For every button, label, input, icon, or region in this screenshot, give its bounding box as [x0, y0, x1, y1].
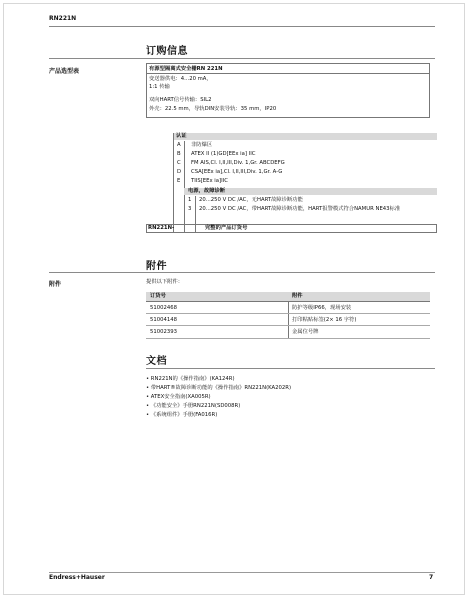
doc-item: • 带HART®故障诊断功能的《操作指南》RN221N(KA202R)	[146, 385, 292, 391]
accessories-table-header	[146, 292, 430, 302]
accessories-col-divider	[288, 302, 289, 338]
cert-text: TIIS[EEx ia]IIC	[191, 178, 228, 184]
cert-text: CSA[EEx ia],Cl. I,II,III,Div. 1,Gr. A-G	[191, 169, 283, 175]
cert-code: D	[177, 169, 182, 175]
power-code: 1	[188, 197, 192, 203]
cert-code: C	[177, 160, 181, 166]
product-code-prefix: RN221N-	[148, 225, 175, 231]
desc-line-2: 1:1 传输	[149, 84, 170, 90]
desc-line-3: 双向HART信号传输：SIL2	[149, 97, 212, 103]
matrix-vline-2	[184, 141, 185, 224]
accessories-col-item: 附件	[292, 293, 303, 299]
product-desc-title: 有源型隔离式安全栅RN 221N	[149, 66, 223, 72]
power-title: 电源，故障诊断	[188, 188, 226, 194]
power-text: 20...250 V DC /AC，无HART故障诊断功能	[199, 197, 303, 203]
table-cell: 51002393	[150, 329, 177, 335]
page-number: 7	[429, 574, 434, 581]
cert-code: A	[177, 142, 181, 148]
cert-code: B	[177, 151, 181, 157]
cert-code: E	[177, 178, 181, 184]
footer-rule	[49, 572, 435, 573]
section-title-documentation: 文档	[146, 356, 167, 367]
accessories-left-label: 附件	[49, 281, 62, 288]
code-row-sep-3	[195, 224, 196, 233]
doc-item: • RN221N的《操作指南》(KA124R)	[146, 376, 235, 382]
cert-text: 非防爆区	[191, 142, 213, 148]
power-code: 3	[188, 206, 192, 212]
product-code-row	[146, 224, 437, 233]
table-cell: 打印粘贴标签(2× 16 字符)	[292, 317, 357, 323]
power-text: 20...250 V DC /AC，带HART故障诊断功能，HART报警模式符合NAMUR NE43标准	[199, 206, 401, 212]
cert-header-bar	[173, 133, 437, 140]
accessories-col-order: 订货号	[150, 293, 166, 299]
header-model: RN221N	[49, 15, 77, 22]
desc-line-4: 外壳：22.5 mm，导轨DIN安装导轨：35 mm，IP20	[149, 106, 277, 112]
doc-item: • ATEX安全指南(XA005R)	[146, 394, 211, 400]
table-cell: 51004148	[150, 317, 177, 323]
order-rule	[49, 58, 435, 59]
section-title-accessories: 附件	[146, 261, 167, 272]
header-rule	[49, 26, 435, 27]
table-row-divider	[146, 325, 430, 326]
table-bottom-rule	[146, 338, 430, 339]
matrix-vline-3	[195, 196, 196, 224]
doc-item: • 《功能安全》手册RN221N(SD008R)	[146, 403, 241, 409]
desc-divider	[146, 73, 430, 74]
doc-item: • 《系统组件》手册(FA016R)	[146, 412, 218, 418]
table-cell: 51002468	[150, 305, 177, 311]
table-cell: 金属位号牌	[292, 329, 319, 335]
documentation-rule	[146, 368, 435, 369]
section-title-order: 订购信息	[146, 46, 188, 57]
matrix-vline-1	[173, 133, 174, 224]
product-code-label: 完整的产品订货号	[205, 225, 248, 231]
footer-brand: Endress+Hauser	[49, 574, 105, 581]
desc-line-1: 变送器供电：4...20 mA，	[149, 76, 212, 82]
code-row-sep-2	[184, 224, 185, 233]
cert-text: ATEX II (1)GD[EEx ia] IIC	[191, 151, 256, 157]
table-cell: 防护等级IP66，现场安装	[292, 305, 352, 311]
accessories-rule	[49, 272, 435, 273]
accessories-intro: 提供以下附件：	[146, 279, 184, 285]
cert-text: FM AIS,Cl. I,II,III,Div. 1,Gr. ABCDEFG	[191, 160, 285, 166]
cert-title: 认证	[176, 133, 187, 139]
order-left-label: 产品选型表	[49, 68, 80, 75]
table-row-divider	[146, 313, 430, 314]
